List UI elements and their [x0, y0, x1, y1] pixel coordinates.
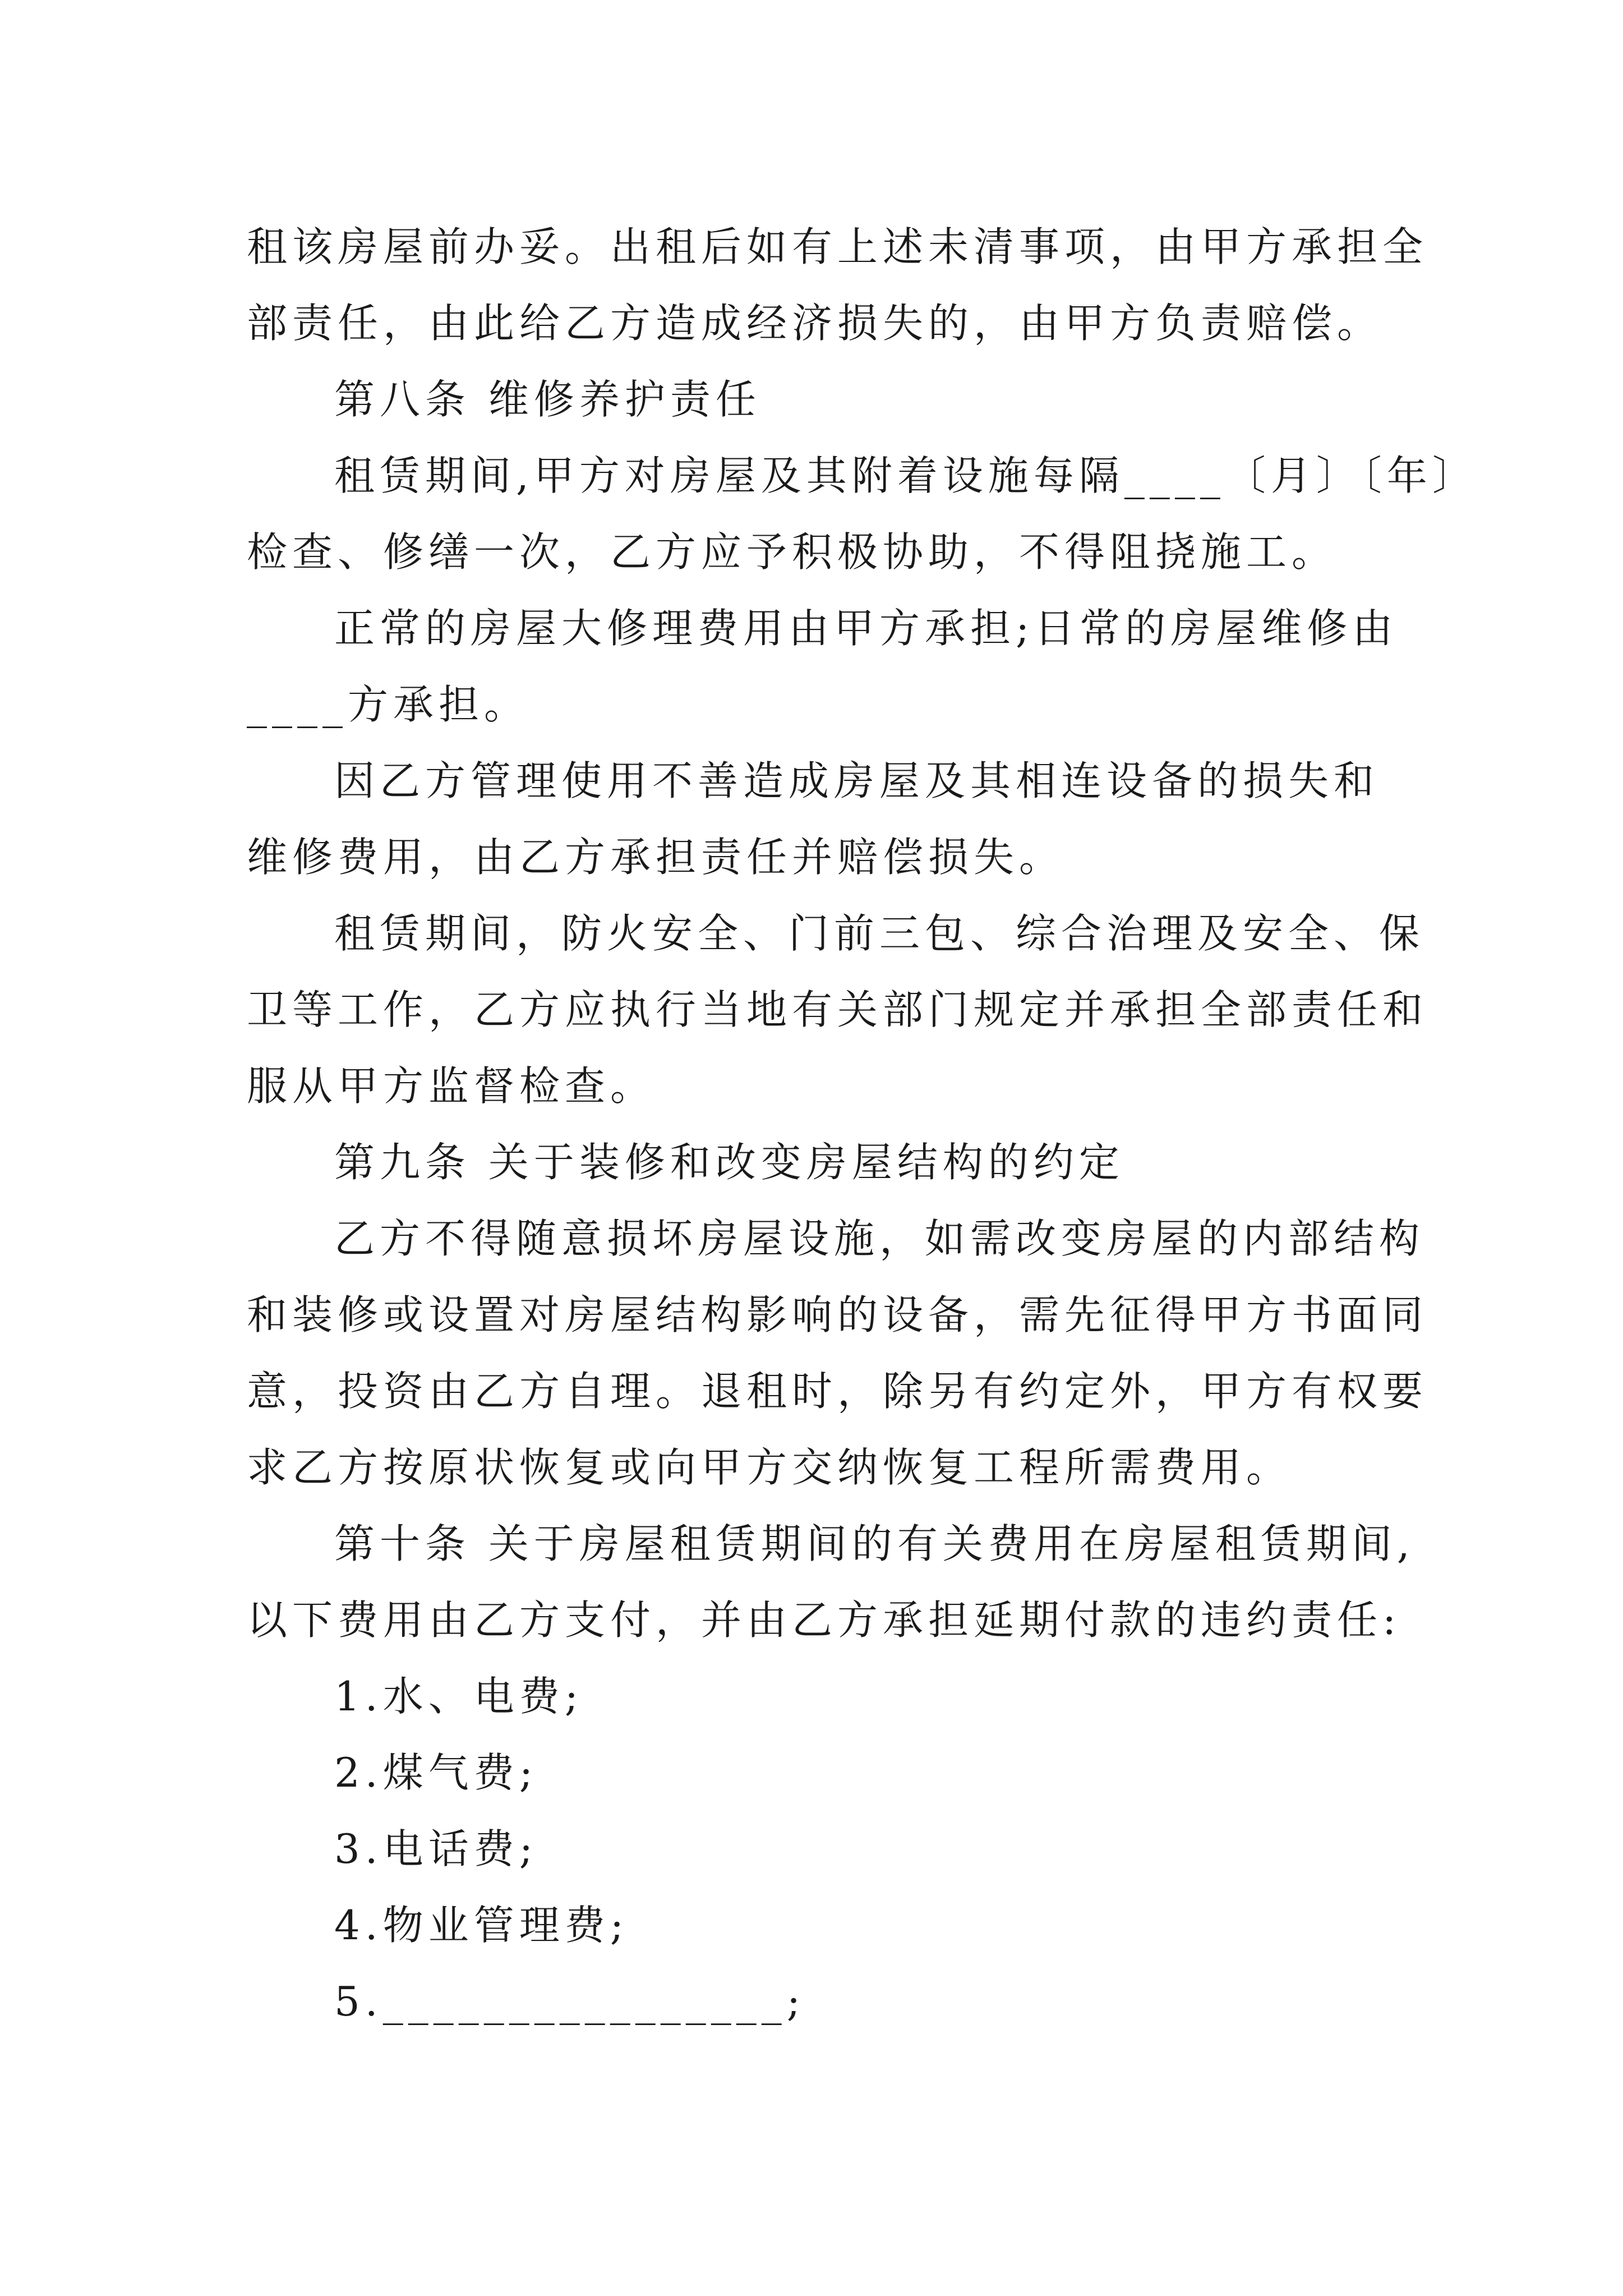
text-line: 服从甲方监督检查。: [247, 1062, 656, 1110]
article-heading: 第十条 关于房屋租赁期间的有关费用在房屋租赁期间,: [334, 1520, 1415, 1567]
text-line: 求乙方按原状恢复或向甲方交纳恢复工程所需费用。: [247, 1444, 1292, 1491]
text-line: 维修费用，由乙方承担责任并赔偿损失。: [247, 834, 1065, 881]
text-line: 租赁期间,甲方对房屋及其附着设施每隔____〔月〕〔年〕: [334, 452, 1478, 499]
text-line: 意，投资由乙方自理。退租时，除另有约定外，甲方有权要: [247, 1368, 1428, 1415]
text-line: 乙方不得随意损坏房屋设施，如需改变房屋的内部结构: [334, 1215, 1425, 1262]
article-heading: 第八条 维修养护责任: [334, 376, 761, 423]
text-line: 以下费用由乙方支付，并由乙方承担延期付款的违约责任:: [247, 1596, 1401, 1644]
text-line: 部责任，由此给乙方造成经济损失的，由甲方负责赔偿。: [247, 300, 1383, 347]
text-line: 租赁期间，防火安全、门前三包、综合治理及安全、保: [334, 910, 1425, 957]
text-line: 检查、修缮一次，乙方应予积极协助，不得阻挠施工。: [247, 528, 1338, 576]
list-item: 5.________________;: [334, 1978, 805, 2025]
text-line: 租该房屋前办妥。出租后如有上述未清事项，由甲方承担全: [247, 223, 1428, 270]
text-line: 卫等工作，乙方应执行当地有关部门规定并承担全部责任和: [247, 986, 1428, 1033]
list-item: 1.水、电费;: [334, 1673, 583, 1720]
text-line: 和装修或设置对房屋结构影响的设备，需先征得甲方书面同: [247, 1291, 1428, 1338]
list-item: 3.电话费;: [334, 1825, 538, 1872]
list-item: 4.物业管理费;: [334, 1902, 629, 1949]
article-heading: 第九条 关于装修和改变房屋结构的约定: [334, 1139, 1124, 1186]
list-item: 2.煤气费;: [334, 1749, 538, 1796]
text-line: ____方承担。: [247, 681, 530, 728]
text-line: 因乙方管理使用不善造成房屋及其相连设备的损失和: [334, 757, 1380, 804]
text-line: 正常的房屋大修理费用由甲方承担;日常的房屋维修由: [334, 605, 1398, 652]
